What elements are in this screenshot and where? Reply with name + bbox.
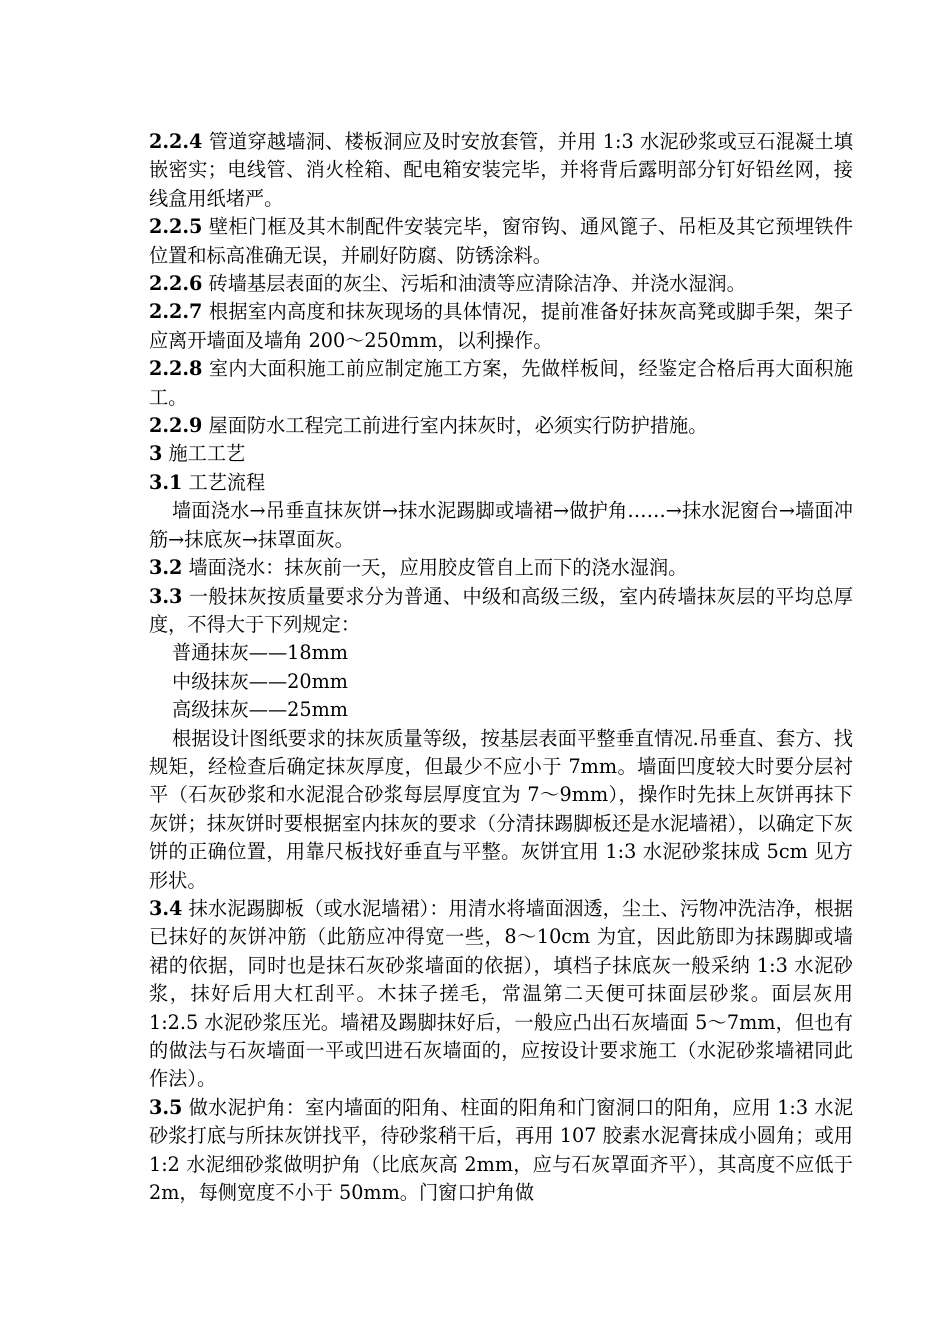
paragraph-3-3 [149, 583, 853, 640]
paragraph-text: 普通抹灰——18mm [172, 641, 348, 665]
paragraph-text: 砖墙基层表面的灰尘、污垢和油渍等应清除洁净、并浇水湿润。 [208, 272, 746, 296]
paragraph-2-2-4 [149, 128, 853, 213]
section-title: 工艺流程 [188, 470, 266, 494]
paragraph-thickness-details [149, 725, 853, 895]
paragraph-text: 室内大面积施工前应制定施工方案，先做样板间，经鉴定合格后再大面积施工。 [149, 357, 854, 409]
section-number: 3.4 [149, 896, 183, 920]
paragraph-text: 做水泥护角：室内墙面的阳角、柱面的阳角和门窗洞口的阳角，应用 1:3 水泥砂浆打底与所抹灰饼找平，待砂浆稍干后，再用 107 胶素水泥膏抹成小圆角；或用 1:2 水泥细砂浆做明护角（比底灰高 2mm，应与石灰罩面齐平），其高度不应低于 2m，每侧宽度不小于 50mm。门窗口护角做 [149, 1095, 853, 1205]
process-flow [149, 497, 853, 554]
section-number: 3.2 [149, 556, 183, 580]
section-heading-3 [149, 440, 853, 468]
paragraph-3-2 [149, 554, 853, 582]
paragraph-3-5 [149, 1094, 853, 1208]
paragraph-text: 屋面防水工程完工前进行室内抹灰时，必须实行防护措施。 [208, 414, 708, 438]
section-title: 施工工艺 [168, 442, 246, 466]
section-number: 3.5 [149, 1095, 183, 1119]
section-number: 3.1 [149, 470, 183, 494]
section-number: 2.2.4 [149, 130, 203, 153]
paragraph-text: 根据室内高度和抹灰现场的具体情况，提前准备好抹灰高凳或脚手架，架子应离开墙面及墙角 200～250mm，以利操作。 [149, 300, 854, 352]
paragraph-3-4 [149, 895, 853, 1094]
section-heading-3-1 [149, 469, 853, 497]
paragraph-2-2-9 [149, 412, 853, 440]
section-number: 2.2.9 [149, 414, 203, 438]
paragraph-text: 抹水泥踢脚板（或水泥墙裙）：用清水将墙面洇透，尘土、污物冲洗洁净，根据已抹好的灰饼冲筋（此筋应冲得宽一些，8～10cm 为宜，因此筋即为抹踢脚或墙裙的依据，同时也是抹石灰砂浆墙面的依据），填档子抹底灰一般采纳 1:3 水泥砂浆，抹好后用大杠刮平。木抹子搓毛，常温第二天便可抹面层砂浆。面层灰用 1:2.5 水泥砂浆压光。墙裙及踢脚抹好后，一般应凸出石灰墙面 5～7mm，但也有的做法与石灰墙面一平或凹进石灰墙面的，应按设计要求施工（水泥砂浆墙裙同此作法）。 [149, 896, 853, 1091]
paragraph-text: 根据设计图纸要求的抹灰质量等级，按基层表面平整垂直情况.吊垂直、套方、找规矩，经检查后确定抹灰厚度，但最少不应小于 7mm。墙面凹度较大时要分层衬平（石灰砂浆和水泥混合砂浆每层厚度宜为 7～9mm），操作时先抹上灰饼再抹下灰饼；抹灰饼时要根据室内抹灰的要求（分清抹踢脚板还是水泥墙裙），以确定下灰饼的正确位置，用靠尺板找好垂直与平整。灰饼宜用 1:3 水泥砂浆抹成 5cm 见方形状。 [149, 726, 853, 892]
paragraph-text: 管道穿越墙洞、楼板洞应及时安放套管，并用 1:3 水泥砂浆或豆石混凝土填嵌密实；电线管、消火栓箱、配电箱安装完毕，并将背后露明部分钉好铅丝网，接线盒用纸堵严。 [149, 130, 854, 210]
section-number: 2.2.5 [149, 215, 203, 239]
section-number: 2.2.8 [149, 357, 203, 381]
paragraph-text: 高级抹灰——25mm [172, 698, 348, 722]
section-number: 2.2.6 [149, 272, 203, 296]
document-page [149, 128, 853, 1207]
paragraph-text: 墙面浇水：抹灰前一天，应用胶皮管自上而下的浇水湿润。 [188, 556, 688, 580]
thickness-intermediate [149, 668, 853, 696]
thickness-advanced [149, 696, 853, 724]
paragraph-text: 墙面浇水→吊垂直抹灰饼→抹水泥踢脚或墙裙→做护角……→抹水泥窗台→墙面冲筋→抹底灰→抹罩面灰。 [149, 499, 853, 551]
section-number: 2.2.7 [149, 300, 203, 324]
paragraph-text: 壁柜门框及其木制配件安装完毕，窗帘钩、通风篦子、吊柜及其它预埋铁件位置和标高准确无误，并刷好防腐、防锈涂料。 [149, 215, 854, 267]
paragraph-2-2-6 [149, 270, 853, 298]
paragraph-text: 中级抹灰——20mm [172, 669, 348, 693]
paragraph-text: 一般抹灰按质量要求分为普通、中级和高级三级，室内砖墙抹灰层的平均总厚度，不得大于下列规定： [149, 584, 854, 636]
thickness-ordinary [149, 639, 853, 667]
paragraph-2-2-8 [149, 355, 853, 412]
paragraph-2-2-5 [149, 213, 853, 270]
section-number: 3 [149, 442, 163, 466]
section-number: 3.3 [149, 584, 183, 608]
paragraph-2-2-7 [149, 298, 853, 355]
